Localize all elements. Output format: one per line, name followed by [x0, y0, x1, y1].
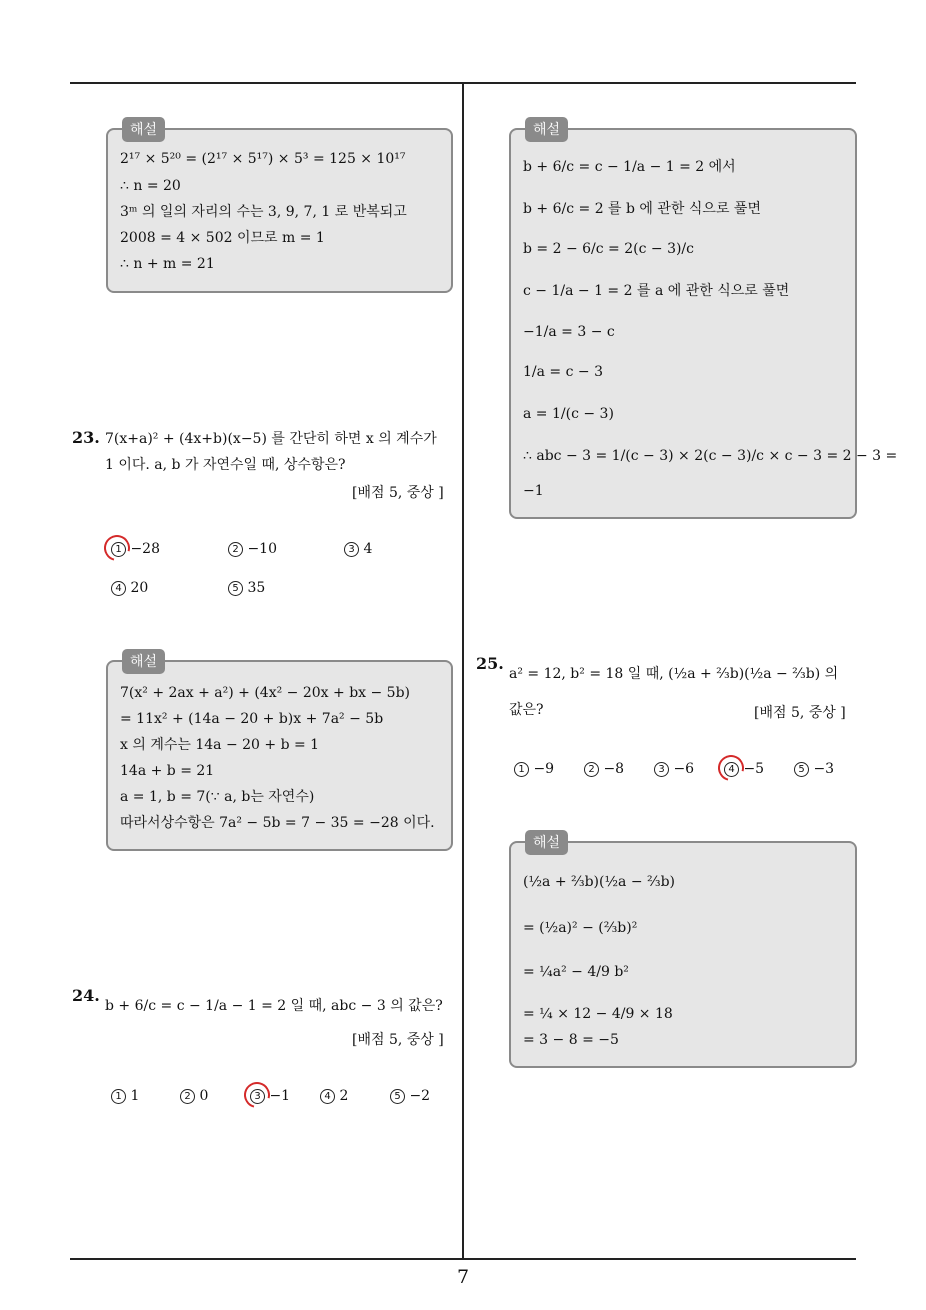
question-23-text: 7(x+a)² + (4x+b)(x−5) 를 간단히 하면 x 의 계수가	[105, 431, 437, 447]
solution-line: = ¼a² − 4/9 b²	[523, 964, 629, 980]
question-25-text: a² = 12, b² = 18 일 때, (½a + ⅔b)(½a − ⅔b) 의	[509, 666, 839, 682]
choice-3[interactable]	[654, 761, 694, 777]
question-number-25: 25.	[476, 654, 504, 673]
choice-text: 0	[199, 1088, 209, 1104]
solution-box-22	[106, 122, 453, 293]
solution-line: (½a + ⅔b)(½a − ⅔b)	[523, 874, 676, 890]
choice-2[interactable]	[584, 761, 624, 777]
solution-line: 14a + b = 21	[120, 763, 215, 779]
solution-line: 1/a = c − 3	[523, 364, 603, 380]
solution-tag: 해설	[525, 830, 568, 855]
solution-line: 7(x² + 2ax + a²) + (4x² − 20x + bx − 5b)	[120, 685, 411, 701]
question-24-score: [배점 5, 중상 ]	[352, 1032, 444, 1048]
choice-number: 3	[344, 542, 359, 557]
solution-line: = 11x² + (14a − 20 + b)x + 7a² − 5b	[120, 711, 384, 727]
choice-number: 3	[250, 1089, 265, 1104]
solution-line: = (½a)² − (⅔b)²	[523, 920, 638, 936]
choice-1[interactable]	[514, 761, 554, 777]
solution-line: c − 1/a − 1 = 2 를 a 에 관한 식으로 풀면	[523, 283, 790, 299]
answer-mark	[239, 1077, 275, 1113]
choice-text: −2	[409, 1088, 431, 1104]
choice-text: −6	[673, 761, 695, 777]
answer-mark	[713, 750, 749, 786]
solution-line: 2008 = 4 × 502 이므로 m = 1	[120, 230, 325, 246]
question-25-text: 값은?	[509, 702, 544, 718]
solution-line: a = 1/(c − 3)	[523, 406, 614, 422]
solution-box-24	[509, 122, 898, 519]
choice-text: −9	[533, 761, 555, 777]
solution-line: a = 1, b = 7(∵ a, b는 자연수)	[120, 789, 315, 805]
choice-number: 1	[111, 542, 126, 557]
solution-line: b + 6/c = 2 를 b 에 관한 식으로 풀면	[523, 201, 761, 217]
choice-number: 2	[180, 1089, 195, 1104]
solution-line: ∴ n + m = 21	[120, 256, 215, 272]
choice-4[interactable]	[111, 580, 148, 596]
choice-number: 5	[228, 581, 243, 596]
solution-box-23	[106, 654, 453, 851]
solution-line: b + 6/c = c − 1/a − 1 = 2 에서	[523, 159, 736, 175]
question-number-23: 23.	[72, 428, 100, 447]
choice-number: 1	[111, 1089, 126, 1104]
question-25-score: [배점 5, 중상 ]	[754, 705, 846, 721]
solution-line: b = 2 − 6/c = 2(c − 3)/c	[523, 241, 694, 257]
choice-1[interactable]	[111, 1088, 139, 1104]
question-23-score: [배점 5, 중상 ]	[352, 485, 444, 501]
choice-text: −5	[743, 761, 765, 777]
choice-text: −3	[813, 761, 835, 777]
page-number: 7	[456, 1266, 470, 1288]
solution-line: −1/a = 3 − c	[523, 324, 615, 340]
answer-mark	[99, 530, 135, 566]
choice-number: 3	[654, 762, 669, 777]
choice-number: 5	[794, 762, 809, 777]
choice-2[interactable]	[180, 1088, 208, 1104]
question-24-text: b + 6/c = c − 1/a − 1 = 2 일 때, abc − 3 의 값은?	[105, 998, 443, 1014]
solution-tag: 해설	[122, 117, 165, 142]
choice-text: 1	[130, 1088, 140, 1104]
solution-line: −1	[523, 483, 544, 499]
choice-number: 4	[320, 1089, 335, 1104]
solution-tag: 해설	[122, 649, 165, 674]
solution-line: x 의 계수는 14a − 20 + b = 1	[120, 737, 320, 753]
solution-line: = 3 − 8 = −5	[523, 1032, 619, 1048]
choice-text: 35	[247, 580, 266, 596]
choice-text: −28	[130, 541, 160, 557]
solution-box-25	[509, 835, 857, 1068]
choice-5[interactable]	[794, 761, 834, 777]
solution-line: ∴ abc − 3 = 1/(c − 3) × 2(c − 3)/c × c − 3 = 2 − 3 =	[523, 448, 898, 464]
choice-5[interactable]	[228, 580, 265, 596]
choice-text: −8	[603, 761, 625, 777]
choice-text: −1	[269, 1088, 291, 1104]
solution-tag: 해설	[525, 117, 568, 142]
choice-number: 4	[111, 581, 126, 596]
question-number-24: 24.	[72, 986, 100, 1005]
question-23-text: 1 이다. a, b 가 자연수일 때, 상수항은?	[105, 457, 346, 473]
choice-number: 1	[514, 762, 529, 777]
choice-2[interactable]	[228, 541, 277, 557]
choice-text: 2	[339, 1088, 349, 1104]
choice-text: 20	[130, 580, 149, 596]
choice-number: 4	[724, 762, 739, 777]
solution-line: 3ᵐ 의 일의 자리의 수는 3, 9, 7, 1 로 반복되고	[120, 204, 407, 220]
solution-line: = ¼ × 12 − 4/9 × 18	[523, 1006, 673, 1022]
choice-number: 2	[228, 542, 243, 557]
choice-3[interactable]	[344, 541, 372, 557]
choice-number: 5	[390, 1089, 405, 1104]
choice-4[interactable]	[320, 1088, 348, 1104]
choice-text: −10	[247, 541, 277, 557]
column-divider	[462, 83, 464, 1259]
solution-line: 2¹⁷ × 5²⁰ = (2¹⁷ × 5¹⁷) × 5³ = 125 × 10¹⁷	[120, 151, 406, 167]
choice-number: 2	[584, 762, 599, 777]
choice-5[interactable]	[390, 1088, 430, 1104]
solution-line: ∴ n = 20	[120, 178, 181, 194]
solution-line: 따라서상수항은 7a² − 5b = 7 − 35 = −28 이다.	[120, 815, 435, 831]
choice-text: 4	[363, 541, 373, 557]
